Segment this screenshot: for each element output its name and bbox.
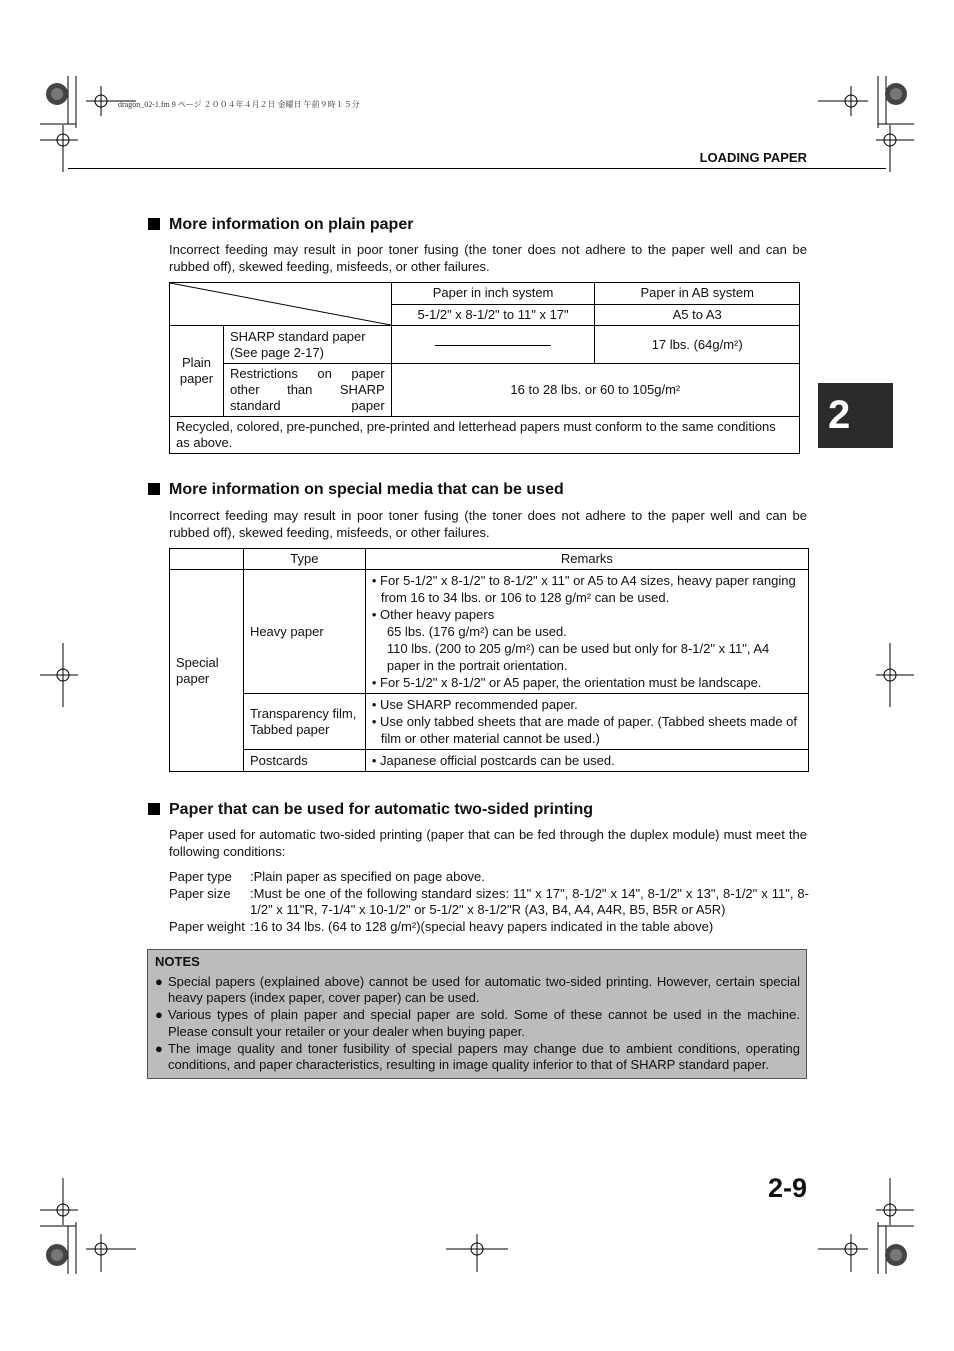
restrictions-value: 16 to 28 lbs. or 60 to 105g/m² [391, 364, 799, 417]
transparency-remarks [365, 694, 808, 750]
range-inch: 5-1/2" x 8-1/2" to 11" x 17" [391, 304, 595, 326]
note-item [155, 974, 800, 1007]
col-ab-header: Paper in AB system [595, 283, 800, 305]
spec-row-size [169, 886, 809, 919]
note-text: Various types of plain paper and special paper are sold. Some of these cannot be used in the machine. Please consult your retailer or your dealer when buying paper. [168, 1007, 800, 1039]
sharp-ab-value: 17 lbs. (64g/m²) [595, 326, 800, 364]
plain-paper-label: Plain paper [170, 326, 224, 417]
chapter-tab: 2 [818, 383, 893, 448]
duplex-intro: Paper used for automatic two-sided printing (paper that can be fed through the duplex module) must meet the following conditions: [169, 827, 807, 859]
transparency-label: Transparency film, Tabbed paper [243, 694, 365, 750]
range-ab: A5 to A3 [595, 304, 800, 326]
spec-label: Paper type [169, 869, 232, 884]
duplex-spec-list [169, 869, 809, 935]
spec-value: :16 to 34 lbs. (64 to 128 g/m²)(special heavy papers indicated in the table above) [250, 918, 714, 934]
spec-row-weight [169, 919, 809, 936]
special-paper-label: Special paper [170, 570, 244, 772]
dash-line [435, 345, 551, 346]
note-text: The image quality and toner fusibility of special papers may change due to ambient conditions, operating conditions, and paper characteristics, resulting in image quality inferior to that of SHARP standard paper. [168, 1040, 800, 1073]
heavy-paper-label: Heavy paper [243, 570, 365, 694]
plain-table-footer: Recycled, colored, pre-punched, pre-printed and letterhead papers must conform to the same conditions as above. [170, 417, 800, 454]
notes-title: NOTES [155, 954, 200, 969]
page-number: 2-9 [767, 1173, 807, 1203]
remark-subitem: 110 lbs. (200 to 205 g/m²) can be used but only for 8-1/2" x 11", A4 paper in the portrait orientation. [386, 641, 770, 673]
note-item [155, 1041, 800, 1074]
notes-box [147, 949, 807, 1079]
black-square-icon [148, 803, 160, 815]
remark-item: • Japanese official postcards can be used. [371, 752, 615, 768]
section-heading-special: More information on special media that can be used [148, 481, 564, 499]
section-heading-plain: More information on plain paper [148, 216, 413, 234]
header-title: LOADING PAPER [699, 150, 807, 165]
remark-item: • For 5-1/2" x 8-1/2" or A5 paper, the orientation must be landscape. [371, 675, 762, 690]
postcards-label: Postcards [243, 750, 365, 772]
restrictions-label: Restrictions on paper other than SHARP standard paper [223, 364, 391, 417]
plain-paper-table [169, 282, 800, 454]
spec-label: Paper weight [169, 918, 245, 934]
diagonal-header-cell [170, 283, 392, 326]
col-remarks-header: Remarks [365, 549, 808, 570]
col-type-header: Type [243, 549, 365, 570]
black-square-icon [148, 218, 160, 230]
remark-item: • For 5-1/2" x 8-1/2" to 8-1/2" x 11" or A5 to A4 sizes, heavy paper ranging from 16 to 34 lbs. or 106 to 128 g/m² can be used. [371, 573, 796, 605]
remark-item: • Use only tabbed sheets that are made of paper. (Tabbed sheets made of film or other material cannot be used.) [371, 714, 798, 746]
file-stamp: dragon_02-1.fm 9 ページ ２００４年４月２日 金曜日 午前９時１５分 [118, 100, 360, 109]
spec-value: :Must be one of the following standard sizes: 11" x 17", 8-1/2" x 14", 8-1/2" x 13", 8-1/2" x 11", 8-1/2" x 11"R, 7-1/4" x 10-1/2" or 5-1/2" x 8-1/2"R (A3, B4, A4, A4R, B5, B5R or A5R) [250, 885, 809, 917]
black-square-icon [148, 483, 160, 495]
remark-item: • Use SHARP recommended paper. [371, 697, 578, 712]
bullet-icon: ● [155, 1040, 163, 1056]
empty-corner-cell [170, 549, 244, 570]
special-media-table [169, 548, 809, 772]
sharp-standard-label: SHARP standard paper (See page 2-17) [223, 326, 391, 364]
note-text: Special papers (explained above) cannot be used for automatic two-sided printing. However, certain special heavy papers (index paper, cover paper) can be used. [168, 973, 800, 1006]
spec-value: :Plain paper as specified on page above. [250, 869, 485, 884]
spec-row-type [169, 869, 809, 886]
col-inch-header: Paper in inch system [391, 283, 595, 305]
section-heading-duplex: Paper that can be used for automatic two-sided printing [148, 801, 593, 819]
special-intro: Incorrect feeding may result in poor toner fusing (the toner does not adhere to the paper well and can be rubbed off), skewed feeding, misfeeds, or other failures. [169, 508, 807, 540]
postcards-remarks [365, 750, 808, 772]
spec-label: Paper size [169, 885, 231, 901]
header-rule [68, 168, 886, 169]
remark-item: • Other heavy papers [371, 607, 495, 622]
note-item [155, 1007, 800, 1040]
plain-intro: Incorrect feeding may result in poor toner fusing (the toner does not adhere to the paper well and can be rubbed off), skewed feeding, misfeeds, or other failures. [169, 242, 807, 274]
bullet-icon: ● [155, 1007, 163, 1023]
heavy-paper-remarks [365, 570, 808, 694]
remark-subitem: 65 lbs. (176 g/m²) can be used. [386, 624, 567, 639]
sharp-inch-empty [391, 326, 595, 364]
bullet-icon: ● [155, 973, 163, 989]
